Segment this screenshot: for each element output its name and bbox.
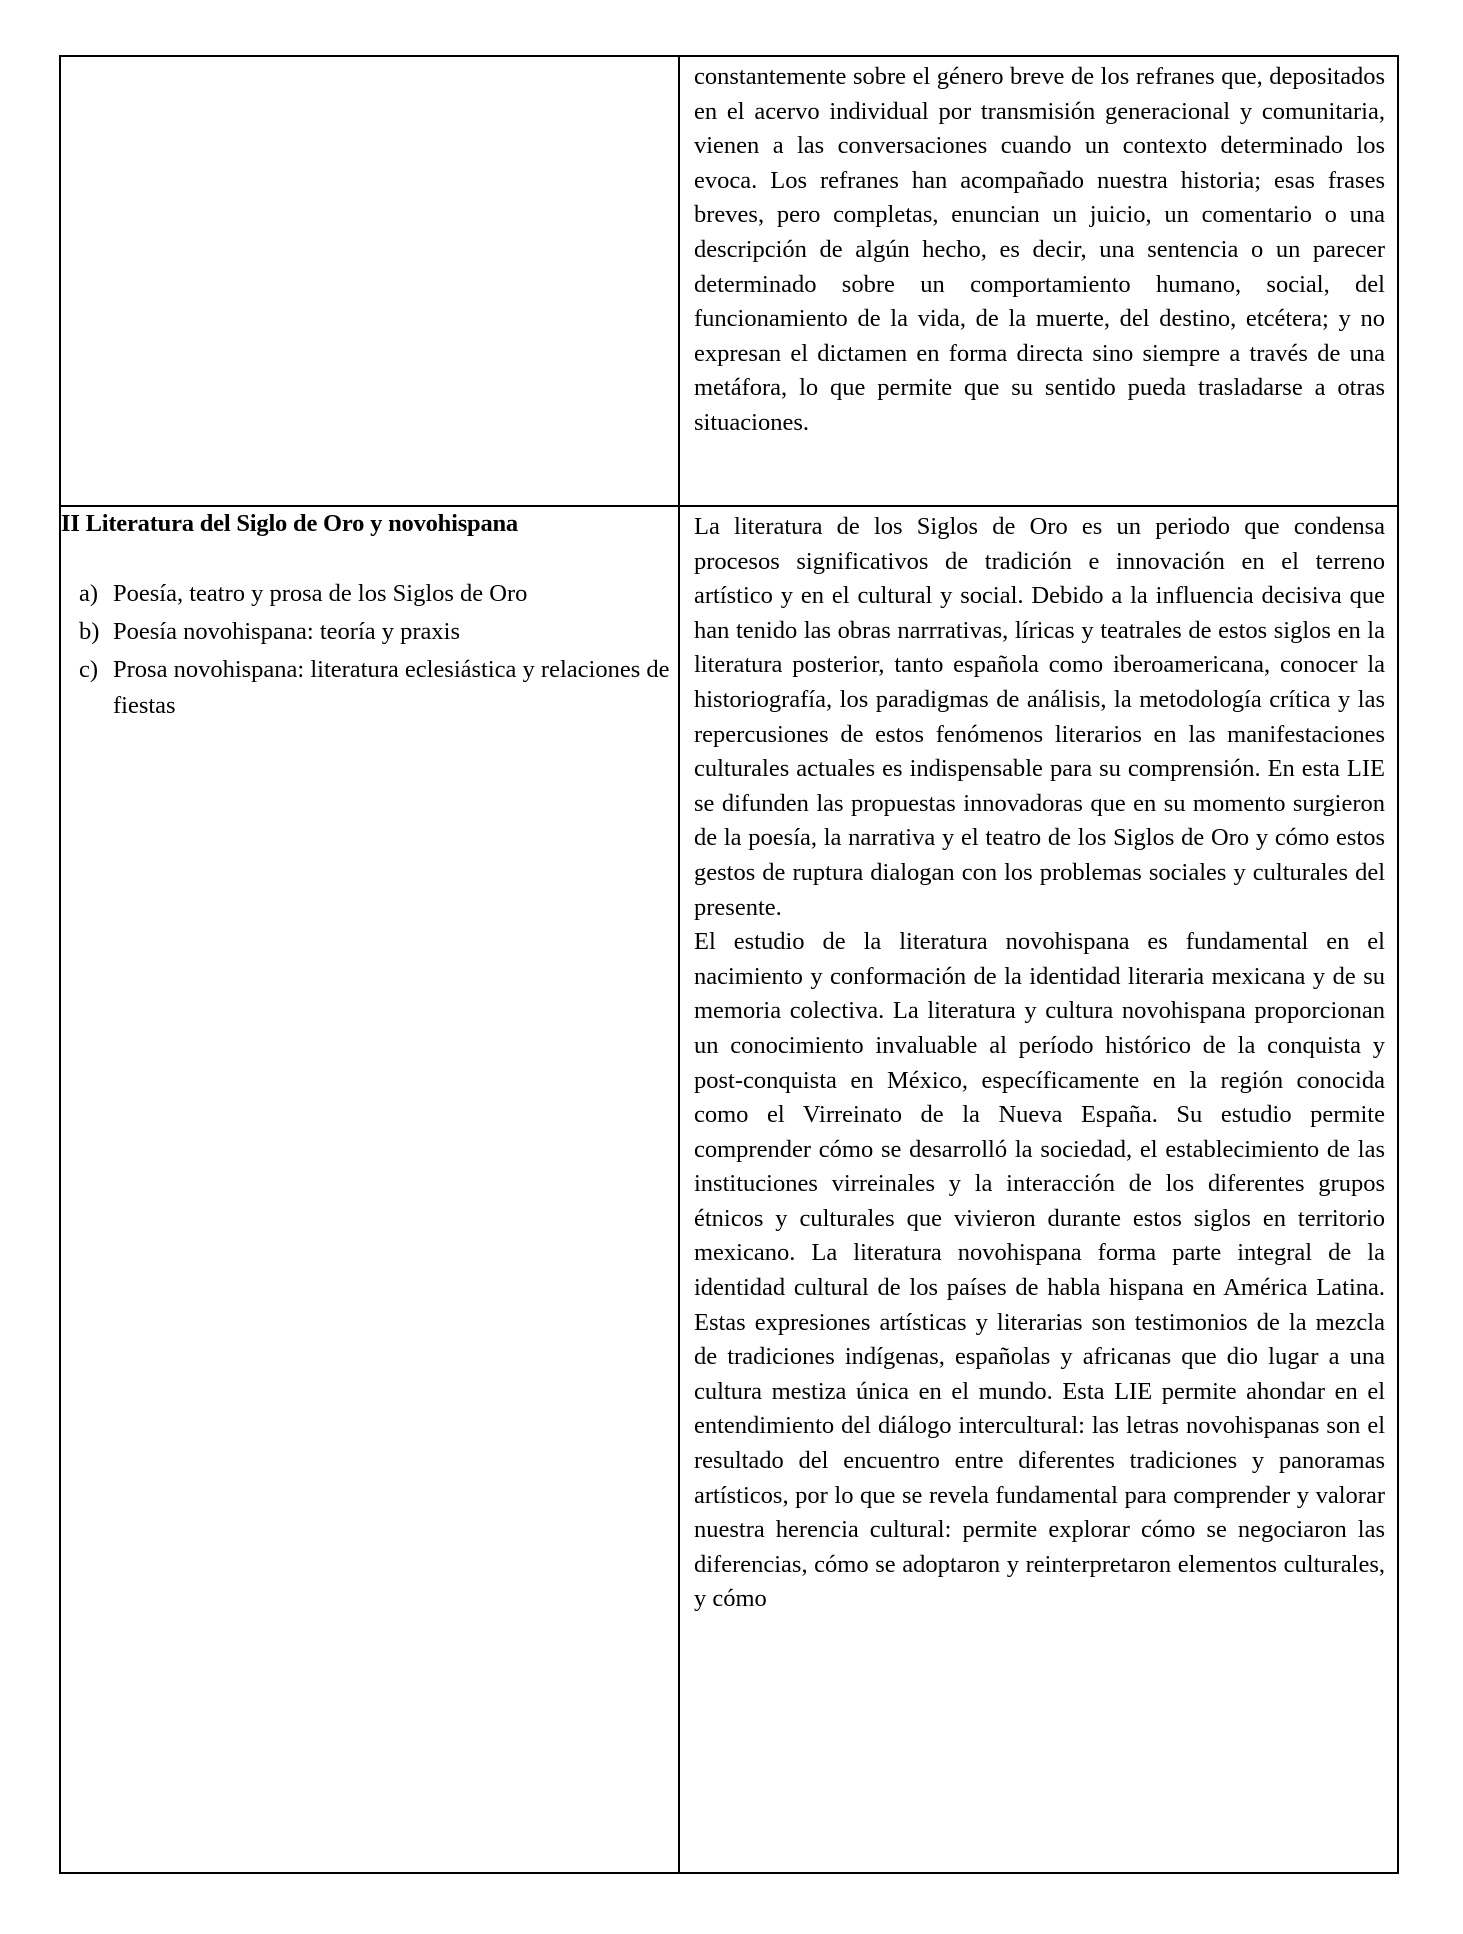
list-marker: c) [79,655,99,683]
description-paragraph: El estudio de la literatura novohispana es fundamental en el nacimiento y conformación de la identidad literaria mexicana y de su memoria colectiva. La literatura y cultura novohispana proporcionan un conocimiento invaluable al período histórico de la conquista y post-conquista en México, específicamente en la región conocida como el Virreinato de la Nueva España. Su estudio permite comprender cómo se desarrolló la sociedad, el establecimiento de las instituciones virreinales y la interacción de los diferentes grupos étnicos y culturales que vivieron durante estos siglos en territorio mexicano. La literatura novohispana forma parte integral de la identidad cultural de los países de habla hispana en América Latina. Estas expresiones artísticas y literarias son testimonios de la mezcla de tradiciones indígenas, españolas y africanas que dio lugar a una cultura mestiza única en el mundo. Esta LIE permite ahondar en el entendimiento del diálogo intercultural: las letras novohispanas son el resultado del encuentro entre diferentes tradiciones y panoramas artísticos, por lo que se revela fundamental para comprender y valorar nuestra herencia cultural: permite explorar cómo se negociaron las diferencias, cómo se adoptaron y reinterpretaron elementos culturales, y cómo [694,928,1385,1613]
topic-label: Poesía novohispana: teoría y praxis [113,617,461,645]
list-item [79,614,678,650]
topic-list [61,576,678,724]
unit-cell [60,506,679,1873]
list-item [79,576,678,612]
description-cell [679,56,1398,506]
description-text [680,57,1397,441]
topic-label: Prosa novohispana: literatura eclesiástica y relaciones de fiestas [113,655,670,719]
table-row [60,56,1398,506]
description-text [680,507,1397,1617]
list-marker: a) [79,579,99,607]
topic-label: Poesía, teatro y prosa de los Siglos de Oro [113,579,528,607]
description-paragraph: constantemente sobre el género breve de los refranes que, depositados en el acervo individual por transmisión generacional y comunitaria, vienen a las conversaciones cuando un contexto determinado los evoca. Los refranes han acompañado nuestra historia; esas frases breves, pero completas, enuncian un juicio, un comentario o una descripción de algún hecho, es decir, una sentencia o un parecer determinado sobre un comportamiento humano, social, del funcionamiento de la vida, de la muerte, del destino, etcétera; y no expresan el dictamen en forma directa sino siempre a través de una metáfora, lo que permite que su sentido pueda trasladarse a otras situaciones. [694,63,1385,436]
table-row [60,506,1398,1873]
content-table [59,55,1399,1874]
unit-heading: II Literatura del Siglo de Oro y novohispana [61,510,518,537]
description-paragraph: La literatura de los Siglos de Oro es un periodo que condensa procesos significativos de tradición e innovación en el terreno artístico y en el cultural y social. Debido a la influencia decisiva que han tenido las obras narrrativas, líricas y teatrales de estos siglos en la literatura posterior, tanto española como iberoamericana, conocer la historiografía, los paradigmas de análisis, la metodología crítica y las repercusiones de estos fenómenos literarios en las manifestaciones culturales actuales es indispensable para su comprensión. En esta LIE se difunden las propuestas innovadoras que en su momento surgieron de la poesía, la narrativa y el teatro de los Siglos de Oro y cómo estos gestos de ruptura dialogan con los problemas sociales y culturales del presente. [694,513,1385,921]
list-marker: b) [79,617,100,645]
list-item [79,652,678,724]
unit-cell [60,56,679,506]
description-cell [679,506,1398,1873]
